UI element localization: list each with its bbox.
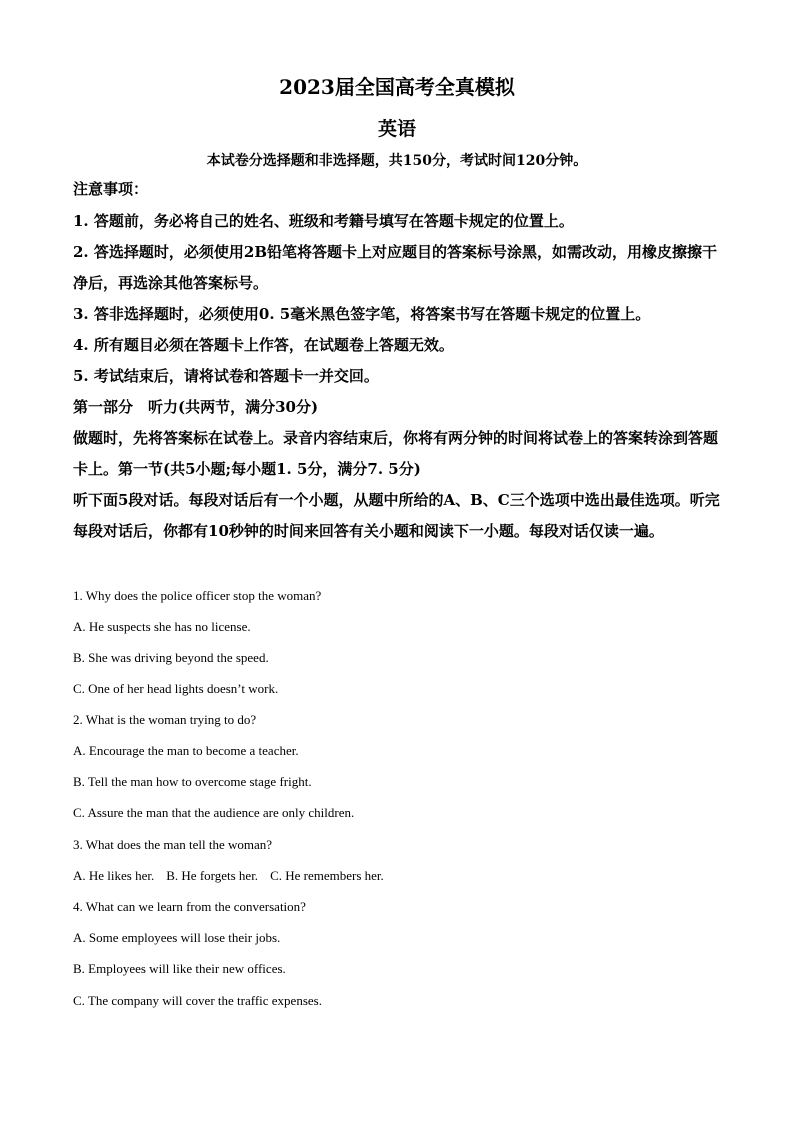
- question-options-row: [73, 868, 384, 884]
- question-stem: 1. Why does the police officer stop the woman?: [73, 588, 322, 603]
- question-option: B. He forgets her.: [166, 868, 259, 883]
- question-option: C. Assure the man that the audience are only children.: [73, 805, 355, 820]
- question-option: A. He likes her.: [73, 868, 155, 883]
- question-stem: 2. What is the woman trying to do?: [73, 712, 257, 727]
- question-option: B. She was driving beyond the speed.: [73, 650, 269, 665]
- subject-title: 英语: [377, 118, 416, 140]
- note-item-4: 4. 所有题目必须在答题卡上作答，在试题卷上答题无效。: [73, 336, 454, 354]
- section-instruction: 做题时，先将答案标在试卷上。录音内容结束后，你将有两分钟的时间将试卷上的答案转涂到答题卡上。第一节(共5小题;每小题1. 5分，满分7. 5分): [73, 429, 719, 478]
- section-directions: 听下面5段对话。每段对话后有一个小题，从题中所给的A、B、C三个选项中选出最佳选项。听完每段对话后，你都有10秒钟的时间来回答有关小题和阅读下一小题。每段对话仅读一遍。: [73, 491, 720, 540]
- note-item-3: 3. 答非选择题时，必须使用0. 5毫米黑色签字笔，将答案书写在答题卡规定的位置上。: [73, 305, 651, 323]
- question-option: A. He suspects she has no license.: [73, 619, 251, 634]
- question-option: A. Some employees will lose their jobs.: [73, 930, 281, 945]
- question-stem: 3. What does the man tell the woman?: [73, 837, 273, 852]
- question-option: B. Tell the man how to overcome stage fright.: [73, 774, 312, 789]
- section-heading: 第一部分 听力(共两节，满分30分): [73, 398, 319, 416]
- question-option: C. One of her head lights doesn’t work.: [73, 681, 279, 696]
- note-item-5: 5. 考试结束后，请将试卷和答题卡一并交回。: [73, 367, 379, 385]
- question-stem: 4. What can we learn from the conversation?: [73, 899, 306, 914]
- question-option: C. He remembers her.: [270, 868, 384, 883]
- exam-info: 本试卷分选择题和非选择题，共150分，考试时间120分钟。: [206, 153, 588, 169]
- question-option: C. The company will cover the traffic expenses.: [73, 993, 322, 1008]
- question-option: B. Employees will like their new offices.: [73, 961, 286, 976]
- note-item-1: 1. 答题前，务必将自己的姓名、班级和考籍号填写在答题卡规定的位置上。: [73, 212, 574, 230]
- notes-heading: 注意事项：: [73, 180, 149, 198]
- question-option: A. Encourage the man to become a teacher.: [73, 743, 299, 758]
- note-item-2: 2. 答选择题时，必须使用2B铅笔将答题卡上对应题目的答案标号涂黑，如需改动，用橡皮擦擦干净后，再选涂其他答案标号。: [73, 243, 718, 292]
- exam-title: 2023届全国高考全真模拟: [279, 75, 515, 99]
